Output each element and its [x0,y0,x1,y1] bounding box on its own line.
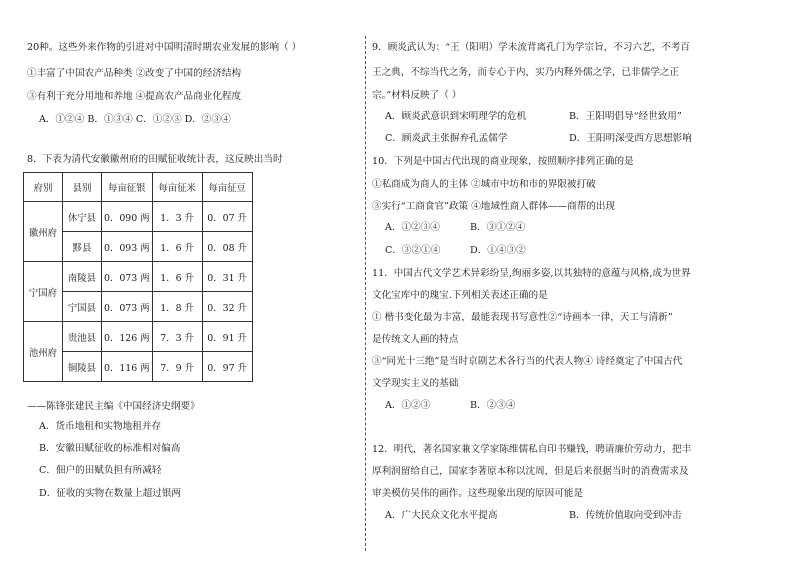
q9-choice-d: D．王阳明深受西方思想影响 [569,133,692,144]
silver-cell: 0．073 两 [102,292,153,322]
rice-cell: 7．9 升 [152,352,202,382]
q12-line: 审美模仿吴伟的画作。这些现象出现的原因可能是 [372,488,584,499]
bean-cell: 0．97 升 [202,352,252,382]
q10-choice-c: C．③②①④ [385,245,441,256]
q8-stem: 8．下表为清代安徽徽州府的田赋征收统计表，这反映出当时 [27,154,283,165]
table-row [24,202,253,232]
column-divider [365,36,366,551]
county-cell: 贵池县 [63,322,102,352]
rice-cell: 1．8 升 [152,292,202,322]
q10-line1: ①私商成为商人的主体 ②城市中坊和市的界限被打破 [372,179,596,190]
q11-line: 文化宝库中的瑰宝.下列相关表述正确的是 [372,290,548,301]
silver-cell: 0．116 两 [102,352,153,382]
q11-choice-a: A．①②③ [385,400,431,411]
tax-table [23,172,253,382]
rice-cell: 7．3 升 [152,322,202,352]
q12-choice-b: B．传统价值取向受到冲击 [569,510,682,521]
q8-option-d: D．征收的实物在数量上超过银两 [39,488,182,499]
rice-cell: 1．3 升 [152,202,202,232]
county-cell: 南陵县 [63,262,102,292]
q11-line: 11．中国古代文学艺术异彩纷呈,绚丽多姿,以其独特的意蕴与风格,成为世界 [372,268,691,279]
bean-cell: 0．07 升 [202,202,252,232]
table-header-row [24,173,253,202]
table-row [24,322,253,352]
silver-cell: 0．126 两 [102,322,153,352]
q11-line: ① 楷书变化最为丰富，最能表现书写意性②“诗画本一律，天工与清新” [372,312,673,323]
silver-cell: 0．090 两 [102,202,153,232]
table-header-cell: 每亩征豆 [202,173,252,202]
q8-option-c: C．佃户的田赋负担有所减轻 [39,465,162,476]
rice-cell: 1．6 升 [152,232,202,262]
q11-choice-b: B．②③④ [470,400,516,411]
q10-line2: ③实行“工商食官”政策 ④地域性商人群体——商帮的出现 [372,201,616,212]
q9-choice-a: A．顾炎武意识到宋明理学的危机 [385,111,527,122]
county-cell: 铜陵县 [63,352,102,382]
q9-choice-b: B．王阳明倡导“经世致用” [569,111,682,122]
q10-choice-a: A．①②③④ [385,222,440,233]
q20-options-row2: ③有利于充分用地和养地 ④提高农产品商业化程度 [27,91,242,102]
q9-line: 王之典，不综当代之务，而专心于内，实乃内释外儒之学，已非儒学之正 [372,67,679,78]
silver-cell: 0．093 两 [102,232,153,262]
q8-source: ——陈锋张建民主编《中国经济史纲要》 [27,401,200,412]
table-header-cell: 府别 [24,173,63,202]
q9-choice-c: C．顾炎武主张摒弃孔孟儒学 [385,133,508,144]
prefecture-cell: 宁国府 [24,262,63,322]
q11-line: 文学现实主义的基础 [372,378,459,389]
q11-line: ③“同光十三绝”是当时京剧艺术各行当的代表人物④ 诗经奠定了中国古代 [372,356,683,367]
prefecture-cell: 徽州府 [24,202,63,262]
bean-cell: 0．08 升 [202,232,252,262]
prefecture-cell: 池州府 [24,322,63,382]
bean-cell: 0．91 升 [202,322,252,352]
bean-cell: 0．32 升 [202,292,252,322]
bean-cell: 0．31 升 [202,262,252,292]
q20-choices: A．①②④ B．①③④ C．①②③ D．②③④ [39,114,231,125]
q12-line: 厚利润留给自己，国家李著原本称以沈周，但是后来很据当时的消费需求及 [372,466,689,477]
rice-cell: 1．6 升 [152,262,202,292]
county-cell: 休宁县 [63,202,102,232]
q12-line: 12．明代，著名国家兼文学家陈维儒私自印书赚钱，聘请廉价劳动力，把丰 [372,444,692,455]
county-cell: 黟县 [63,232,102,262]
silver-cell: 0．073 两 [102,262,153,292]
q9-line: 宗。”材料反映了（ ） [372,90,462,101]
table-header-cell: 县别 [63,173,102,202]
q11-line: 是传统文人画的特点 [372,334,459,345]
county-cell: 宁国县 [63,292,102,322]
table-header-cell: 每亩征银 [102,173,153,202]
q20-stem: 20种。这些外来作物的引进对中国明清时期农业发展的影响（ ） [27,42,302,53]
q12-choice-a: A．广大民众文化水平提高 [385,510,498,521]
q10-choice-b: B．③①②④ [470,222,526,233]
table-header-cell: 每亩征米 [152,173,202,202]
q9-line: 9．顾炎武认为：“王（阳明）学未流背离孔门为学宗旨，不习六艺，不考百 [372,42,691,53]
q8-option-b: B．安徽田赋征收的标准相对偏高 [39,443,181,454]
q10-stem: 10．下列是中国古代出现的商业现象，按照顺序排列正确的是 [372,156,634,167]
table-row [24,262,253,292]
q20-options-row1: ①丰富了中国农产品种类 ②改变了中国的经济结构 [27,68,242,79]
q8-option-a: A．货币地租和实物地租并存 [39,421,162,432]
q10-choice-d: D．①④③② [470,245,526,256]
